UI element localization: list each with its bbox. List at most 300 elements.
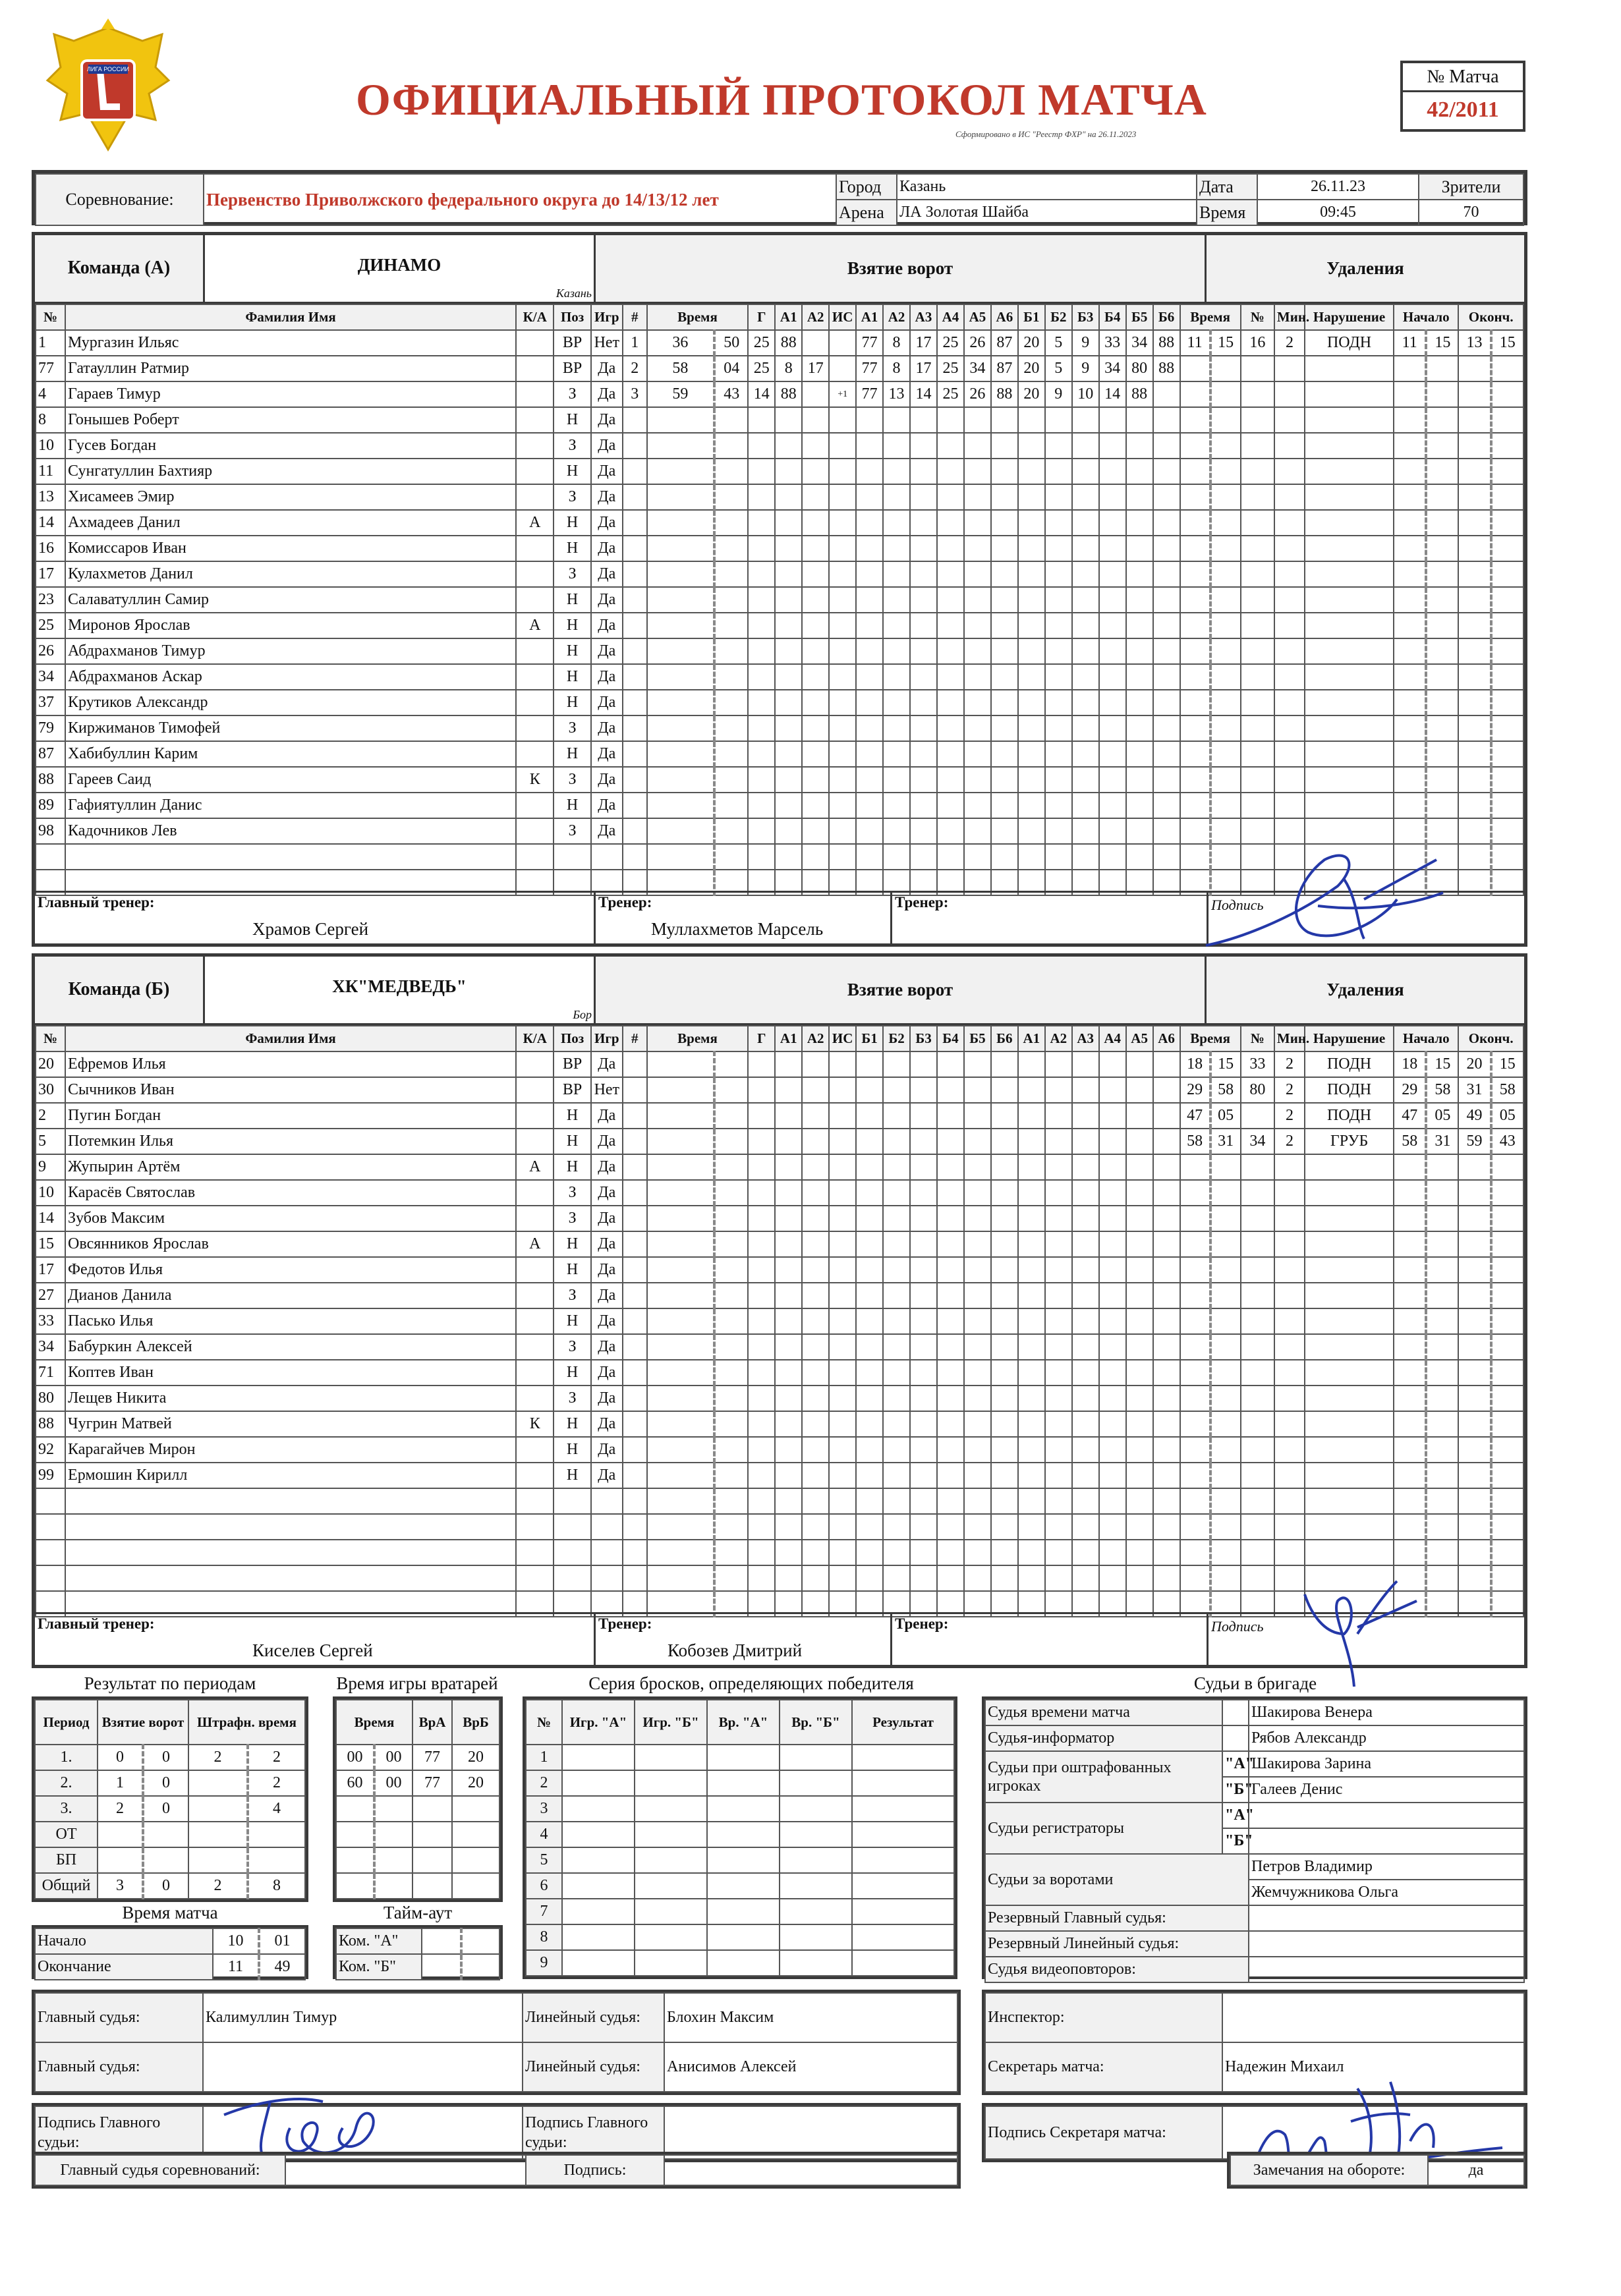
player-name: Абдрахманов Аскар xyxy=(65,664,516,690)
period-pim-a xyxy=(188,1822,248,1847)
goal-assist-2 xyxy=(802,587,829,613)
goalie-a xyxy=(412,1822,452,1847)
col-pen-no: № xyxy=(1241,304,1274,330)
period-name: ОТ xyxy=(35,1822,98,1847)
player-captain xyxy=(516,587,554,613)
pen-infraction xyxy=(1305,561,1394,587)
pen-begin-sec xyxy=(1426,587,1458,613)
shootout-result xyxy=(852,1873,954,1899)
on-ice-5 xyxy=(964,844,991,870)
pen-begin-min xyxy=(1394,1334,1426,1360)
opp-on-ice-2 xyxy=(1045,1308,1072,1334)
opp-on-ice-4 xyxy=(1099,1154,1126,1180)
player-captain xyxy=(516,1386,554,1411)
opp-on-ice-4 xyxy=(1099,1565,1126,1591)
penalty-a-tag: "А" xyxy=(1222,1751,1249,1777)
shootout-row xyxy=(526,1924,954,1950)
pen-end-min xyxy=(1458,1565,1491,1591)
goal-scorer xyxy=(748,1488,775,1514)
opp-on-ice-4: 14 xyxy=(1099,381,1126,407)
period-row xyxy=(35,1770,305,1796)
goal-sec xyxy=(714,1463,748,1488)
opp-on-ice-2 xyxy=(1045,1463,1072,1488)
player-captain xyxy=(516,433,554,459)
on-ice-2 xyxy=(883,1540,910,1565)
pen-infraction xyxy=(1305,1257,1394,1283)
goal-situation xyxy=(829,1463,856,1488)
pen-sec-time xyxy=(1210,484,1241,510)
pen-sec-time xyxy=(1210,1154,1241,1180)
goal-min xyxy=(647,1051,714,1077)
goal-situation xyxy=(829,561,856,587)
goal-situation xyxy=(829,664,856,690)
opp-on-ice-5 xyxy=(1126,1129,1153,1154)
goal-scorer: 25 xyxy=(748,356,775,381)
player-name: Хисамеев Эмир xyxy=(65,484,516,510)
remarks-label: Замечания на обороте: xyxy=(1230,2155,1428,2185)
goal-sec xyxy=(714,587,748,613)
goal-sec xyxy=(714,1051,748,1077)
goal-scorer xyxy=(748,1180,775,1206)
periods-h-pim: Штрафн. время xyxy=(188,1700,305,1745)
opp-on-ice-3 xyxy=(1072,741,1099,767)
goal-assist-1 xyxy=(775,638,802,664)
on-ice-2 xyxy=(883,1077,910,1103)
on-ice-5 xyxy=(964,1206,991,1231)
goal-assist-1 xyxy=(775,1463,802,1488)
shootout-player-b xyxy=(635,1899,707,1924)
goal-sec xyxy=(714,433,748,459)
player-position: З xyxy=(554,381,590,407)
player-no: 92 xyxy=(36,1437,65,1463)
pen-end-sec xyxy=(1491,1437,1523,1463)
goal-assist-1 xyxy=(775,1103,802,1129)
opp-on-ice-4: 34 xyxy=(1099,356,1126,381)
on-ice-5 xyxy=(964,1386,991,1411)
opp-on-ice-5 xyxy=(1126,613,1153,638)
pen-infraction xyxy=(1305,1411,1394,1437)
player-row xyxy=(36,1077,1523,1103)
goal-situation xyxy=(829,1540,856,1565)
goal-min xyxy=(647,407,714,433)
pen-begin-sec xyxy=(1426,1334,1458,1360)
on-ice-6 xyxy=(991,561,1018,587)
on-ice-1 xyxy=(856,741,883,767)
opp-on-ice-1 xyxy=(1018,1077,1045,1103)
pen-min-time xyxy=(1180,1360,1210,1386)
pen-begin-min xyxy=(1394,433,1426,459)
goal-scorer xyxy=(748,1463,775,1488)
on-ice-1 xyxy=(856,664,883,690)
player-name: Жупырин Артём xyxy=(65,1154,516,1180)
player-row xyxy=(36,1360,1523,1386)
opp-on-ice-6 xyxy=(1153,1129,1180,1154)
on-ice-1 xyxy=(856,715,883,741)
on-ice-2: 8 xyxy=(883,330,910,356)
on-ice-5 xyxy=(964,613,991,638)
team-a-head-coach: Храмов Сергей xyxy=(252,919,369,939)
shootout-player-a xyxy=(562,1822,635,1847)
opp-on-ice-3 xyxy=(1072,844,1099,870)
opp-on-ice-1 xyxy=(1018,844,1045,870)
goal-assist-1 xyxy=(775,1437,802,1463)
player-captain xyxy=(516,356,554,381)
goal-no xyxy=(623,664,647,690)
pen-minutes xyxy=(1274,587,1305,613)
goalie-b xyxy=(452,1873,499,1899)
on-ice-2 xyxy=(883,818,910,844)
on-ice-6: 88 xyxy=(991,381,1018,407)
opp-on-ice-5 xyxy=(1126,1565,1153,1591)
period-row xyxy=(35,1796,305,1822)
city: Казань xyxy=(897,174,1197,200)
pen-infraction: ПОДН xyxy=(1305,330,1394,356)
opp-on-ice-1 xyxy=(1018,1463,1045,1488)
on-ice-6 xyxy=(991,818,1018,844)
goal-scorer xyxy=(748,459,775,484)
on-ice-5 xyxy=(964,1488,991,1514)
goal-min xyxy=(647,1154,714,1180)
goal-assist-2 xyxy=(802,1411,829,1437)
on-ice-4 xyxy=(937,407,964,433)
goal-no: 3 xyxy=(623,381,647,407)
opp-on-ice-1: 20 xyxy=(1018,381,1045,407)
pen-min-time: 47 xyxy=(1180,1103,1210,1129)
on-ice-3 xyxy=(910,741,937,767)
goal-no xyxy=(623,1488,647,1514)
pen-end-sec xyxy=(1491,1411,1523,1437)
opp-on-ice-5 xyxy=(1126,715,1153,741)
pen-minutes xyxy=(1274,1514,1305,1540)
opp-on-ice-4 xyxy=(1099,510,1126,536)
player-played: Да xyxy=(591,690,623,715)
goal-assist-2 xyxy=(802,818,829,844)
pen-end-sec xyxy=(1491,1463,1523,1488)
team-b-head-coach-label: Главный тренер: xyxy=(38,1615,155,1632)
pen-infraction xyxy=(1305,1206,1394,1231)
player-position: Н xyxy=(554,690,590,715)
on-ice-2 xyxy=(883,638,910,664)
player-name: Потемкин Илья xyxy=(65,1129,516,1154)
team-b-sign-label: Подпись xyxy=(1211,1618,1264,1635)
on-ice-5 xyxy=(964,1051,991,1077)
opp-on-ice-4 xyxy=(1099,818,1126,844)
opp-on-ice-5 xyxy=(1126,1103,1153,1129)
pen-infraction xyxy=(1305,1540,1394,1565)
page-title: ОФИЦИАЛЬНЫЙ ПРОТОКОЛ МАТЧА xyxy=(356,74,1207,125)
pen-end-min xyxy=(1458,1283,1491,1308)
opp-on-ice-3 xyxy=(1072,1180,1099,1206)
opp-on-ice-4 xyxy=(1099,1488,1126,1514)
goalie-change-min xyxy=(336,1847,374,1873)
player-row xyxy=(36,330,1523,356)
team-a-penalties-title: Удаления xyxy=(1207,235,1524,302)
timekeeper: Шакирова Венера xyxy=(1249,1700,1524,1725)
pen-end-min xyxy=(1458,715,1491,741)
goal-sec xyxy=(714,1540,748,1565)
city-label: Город xyxy=(836,174,897,200)
goal-scorer xyxy=(748,1231,775,1257)
opp-on-ice-4 xyxy=(1099,793,1126,818)
player-name: Крутиков Александр xyxy=(65,690,516,715)
player-name xyxy=(65,1540,516,1565)
opp-on-ice-1 xyxy=(1018,1231,1045,1257)
pen-player: 33 xyxy=(1241,1051,1274,1077)
pen-infraction xyxy=(1305,690,1394,715)
opp-on-ice-6 xyxy=(1153,484,1180,510)
opp-on-ice-3 xyxy=(1072,1103,1099,1129)
shootout-player-b xyxy=(635,1770,707,1796)
goal-assist-1 xyxy=(775,1540,802,1565)
on-ice-1 xyxy=(856,1180,883,1206)
on-ice-1 xyxy=(856,1231,883,1257)
pen-end-sec xyxy=(1491,690,1523,715)
goal-sec xyxy=(714,484,748,510)
opp-on-ice-5 xyxy=(1126,741,1153,767)
player-row xyxy=(36,1231,1523,1257)
on-ice-1 xyxy=(856,1437,883,1463)
player-position: Н xyxy=(554,1129,590,1154)
inspector xyxy=(1222,1993,1524,2042)
opp-on-ice-4 xyxy=(1099,1283,1126,1308)
pen-end-sec xyxy=(1491,433,1523,459)
on-ice-1 xyxy=(856,638,883,664)
player-played: Да xyxy=(591,1360,623,1386)
pen-min-time xyxy=(1180,1231,1210,1257)
on-ice-4 xyxy=(937,1206,964,1231)
player-captain xyxy=(516,459,554,484)
pen-player xyxy=(1241,356,1274,381)
opp-on-ice-2 xyxy=(1045,407,1072,433)
goal-scorer xyxy=(748,510,775,536)
pen-begin-sec xyxy=(1426,715,1458,741)
on-ice-1 xyxy=(856,1103,883,1129)
opp-on-ice-1 xyxy=(1018,664,1045,690)
pen-end-min: 31 xyxy=(1458,1077,1491,1103)
goal-no xyxy=(623,818,647,844)
pen-player xyxy=(1241,690,1274,715)
on-ice-6 xyxy=(991,1334,1018,1360)
opp-on-ice-6 xyxy=(1153,1463,1180,1488)
pen-infraction xyxy=(1305,356,1394,381)
goalie-change-sec xyxy=(374,1847,412,1873)
opp-on-ice-4 xyxy=(1099,741,1126,767)
opp-on-ice-5 xyxy=(1126,459,1153,484)
period-pim-a: 2 xyxy=(188,1873,248,1899)
pen-sec-time: 58 xyxy=(1210,1077,1241,1103)
on-ice-6 xyxy=(991,1180,1018,1206)
goal-sec xyxy=(714,715,748,741)
shootout-goalie-b xyxy=(780,1770,852,1796)
pen-end-sec xyxy=(1491,484,1523,510)
shootout-player-b xyxy=(635,1924,707,1950)
player-row xyxy=(36,638,1523,664)
pen-infraction xyxy=(1305,1283,1394,1308)
match-start-label: Начало xyxy=(35,1928,213,1954)
goal-no xyxy=(623,1051,647,1077)
goal-min xyxy=(647,613,714,638)
col-pen-no: № xyxy=(1241,1026,1274,1051)
player-played: Да xyxy=(591,1334,623,1360)
pen-minutes xyxy=(1274,1308,1305,1334)
player-name: Пугин Богдан xyxy=(65,1103,516,1129)
player-no: 88 xyxy=(36,767,65,793)
col-pen-begin: Начало xyxy=(1394,304,1458,330)
pen-min-time xyxy=(1180,561,1210,587)
shootout-goalie-b xyxy=(780,1924,852,1950)
opp-on-ice-6 xyxy=(1153,433,1180,459)
goalies-title: Время игры вратарей xyxy=(336,1673,498,1693)
pen-end-min xyxy=(1458,664,1491,690)
goal-no xyxy=(623,1411,647,1437)
team-a-coach-1: Муллахметов Марсель xyxy=(651,919,824,939)
goal-scorer xyxy=(748,690,775,715)
opp-on-ice-1 xyxy=(1018,767,1045,793)
on-ice-2 xyxy=(883,793,910,818)
player-position: З xyxy=(554,1180,590,1206)
goalie-change-sec: 00 xyxy=(374,1745,412,1770)
opp-on-ice-3 xyxy=(1072,510,1099,536)
pen-end-min xyxy=(1458,1308,1491,1334)
col-on-1: А1 xyxy=(856,304,883,330)
player-position: Н xyxy=(554,793,590,818)
goal-assist-1 xyxy=(775,561,802,587)
on-ice-6 xyxy=(991,715,1018,741)
pen-infraction xyxy=(1305,407,1394,433)
player-position: З xyxy=(554,561,590,587)
goal-scorer xyxy=(748,407,775,433)
pen-begin-min xyxy=(1394,459,1426,484)
opp-on-ice-3 xyxy=(1072,459,1099,484)
pen-end-sec xyxy=(1491,1488,1523,1514)
player-row xyxy=(36,664,1523,690)
team-b-coach-2-label: Тренер: xyxy=(895,1615,949,1632)
on-ice-3 xyxy=(910,1154,937,1180)
goalie-a xyxy=(412,1796,452,1822)
col-on-1: Б1 xyxy=(856,1026,883,1051)
pen-end-sec xyxy=(1491,1257,1523,1283)
pen-min-time: 18 xyxy=(1180,1051,1210,1077)
pen-end-sec xyxy=(1491,561,1523,587)
opp-on-ice-5 xyxy=(1126,407,1153,433)
opp-on-ice-6 xyxy=(1153,1257,1180,1283)
goal-scorer xyxy=(748,767,775,793)
on-ice-6: 87 xyxy=(991,356,1018,381)
opp-on-ice-5 xyxy=(1126,1411,1153,1437)
timeout-box xyxy=(333,1925,503,1979)
on-ice-4 xyxy=(937,1051,964,1077)
on-ice-2 xyxy=(883,613,910,638)
pen-end-min xyxy=(1458,690,1491,715)
pen-player xyxy=(1241,1386,1274,1411)
pen-end-sec: 05 xyxy=(1491,1103,1523,1129)
opp-on-ice-5 xyxy=(1126,818,1153,844)
on-ice-2 xyxy=(883,664,910,690)
goal-situation xyxy=(829,1257,856,1283)
pen-begin-sec xyxy=(1426,1154,1458,1180)
goal-assist-1 xyxy=(775,690,802,715)
goal-min xyxy=(647,1257,714,1283)
opp-on-ice-6 xyxy=(1153,741,1180,767)
shootout-goalie-a xyxy=(707,1899,780,1924)
col-name: Фамилия Имя xyxy=(65,304,516,330)
on-ice-2 xyxy=(883,536,910,561)
on-ice-6 xyxy=(991,1411,1018,1437)
on-ice-5 xyxy=(964,1231,991,1257)
goal-assist-1: 8 xyxy=(775,356,802,381)
main-referee-1: Калимуллин Тимур xyxy=(203,1993,523,2042)
pen-begin-min: 29 xyxy=(1394,1077,1426,1103)
goal-assist-1 xyxy=(775,433,802,459)
on-ice-6 xyxy=(991,1206,1018,1231)
goal-assist-2 xyxy=(802,1103,829,1129)
goal-assist-2 xyxy=(802,844,829,870)
on-ice-6 xyxy=(991,1283,1018,1308)
goal-min xyxy=(647,1463,714,1488)
on-ice-3 xyxy=(910,638,937,664)
col-opp-6: А6 xyxy=(1153,1026,1180,1051)
goalie-b: 20 xyxy=(452,1745,499,1770)
player-position: Н xyxy=(554,587,590,613)
goal-no xyxy=(623,1360,647,1386)
on-ice-2: 13 xyxy=(883,381,910,407)
goal-no xyxy=(623,1565,647,1591)
player-position xyxy=(554,844,590,870)
player-no: 13 xyxy=(36,484,65,510)
col-on-3: А3 xyxy=(910,304,937,330)
goal-no xyxy=(623,1334,647,1360)
on-ice-4 xyxy=(937,1514,964,1540)
pen-infraction xyxy=(1305,1180,1394,1206)
col-opp-5: Б5 xyxy=(1126,304,1153,330)
player-played: Да xyxy=(591,356,623,381)
player-row xyxy=(36,1103,1523,1129)
pen-minutes xyxy=(1274,1206,1305,1231)
goal-situation xyxy=(829,793,856,818)
player-captain xyxy=(516,1051,554,1077)
shootout-result xyxy=(852,1950,954,1976)
goal-situation xyxy=(829,1283,856,1308)
on-ice-1 xyxy=(856,433,883,459)
col-a1: А1 xyxy=(775,1026,802,1051)
on-ice-5 xyxy=(964,715,991,741)
opp-on-ice-5 xyxy=(1126,690,1153,715)
pen-player xyxy=(1241,613,1274,638)
pen-begin-sec xyxy=(1426,561,1458,587)
pen-infraction xyxy=(1305,1437,1394,1463)
goal-sec xyxy=(714,1154,748,1180)
col-no: № xyxy=(36,304,65,330)
goalie-row xyxy=(336,1847,499,1873)
pen-begin-min xyxy=(1394,1463,1426,1488)
goal-assist-2 xyxy=(802,1180,829,1206)
pen-end-min xyxy=(1458,767,1491,793)
pen-min-time xyxy=(1180,638,1210,664)
pen-end-min xyxy=(1458,638,1491,664)
pen-begin-sec xyxy=(1426,356,1458,381)
pen-end-min xyxy=(1458,381,1491,407)
player-position: Н xyxy=(554,1103,590,1129)
goal-sec xyxy=(714,1411,748,1437)
pen-minutes xyxy=(1274,638,1305,664)
on-ice-3 xyxy=(910,1180,937,1206)
goal-assist-1 xyxy=(775,1514,802,1540)
opp-on-ice-2 xyxy=(1045,1488,1072,1514)
pen-infraction xyxy=(1305,1154,1394,1180)
pen-begin-min xyxy=(1394,638,1426,664)
pen-begin-sec xyxy=(1426,793,1458,818)
goal-assist-2 xyxy=(802,1206,829,1231)
